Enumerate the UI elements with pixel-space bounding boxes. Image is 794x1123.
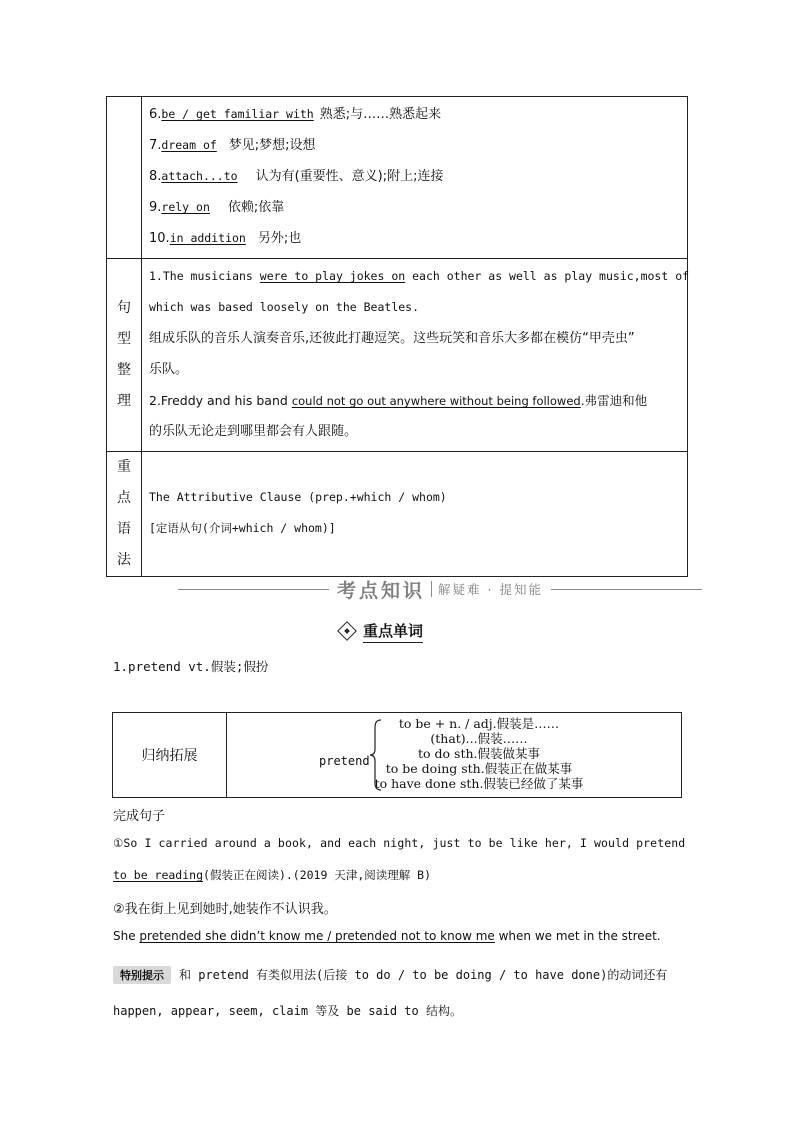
sentence-translation: 的乐队无论走到哪里都会有人跟随。	[149, 424, 358, 439]
box-label: 归纳拓展	[113, 713, 227, 797]
phrase-text: in addition	[169, 231, 246, 245]
sentence-translation: 乐队。	[149, 362, 189, 377]
exercise-q1-answer-line: to be reading(假装正在阅读).(2019 天津,阅读理解 B)	[113, 868, 432, 882]
exercise-q2-answer-line: She pretended she didn’t know me / pretended not to know me when we met in the street.	[113, 929, 661, 943]
head-word: pretend	[319, 754, 370, 768]
exercise-q1: ①So I carried around a book, and each night, just to be like her, I would pretend	[113, 836, 686, 850]
phrases-side-cell	[107, 97, 142, 259]
exercise-heading: 完成句子	[113, 809, 166, 824]
box-body	[227, 713, 681, 797]
phrase-meaning: 依赖;依靠	[227, 200, 285, 215]
answer-text: to be reading	[113, 868, 204, 882]
phrase-meaning: 另外;也	[257, 231, 302, 246]
diamond-icon	[337, 621, 357, 641]
phrase-row: 6.be / get familiar with 熟悉;与……熟悉起来	[149, 107, 442, 122]
section-subtitle: 解疑难 · 提知能	[438, 582, 543, 597]
form-item: to have done sth.假装已经做了某事	[374, 776, 584, 791]
grammar-en: The Attributive Clause (prep.+which / whom)	[149, 490, 447, 504]
subheading-text: 重点单词	[363, 620, 423, 643]
exercise-q2: ②我在街上见到她时,她装作不认识我。	[113, 902, 337, 917]
phrase-text: attach...to	[161, 169, 238, 183]
divider	[551, 589, 702, 590]
phrase-row: 7.dream of 梦见;梦想;设想	[149, 138, 316, 153]
subheading	[340, 618, 423, 644]
phrase-row: 8.attach...to 认为有(重要性、意义);附上;连接	[149, 169, 444, 184]
sentence-highlight: could not go out anywhere without being followed	[291, 394, 581, 408]
phrase-meaning: 梦见;梦想;设想	[228, 138, 316, 153]
grammar-cell	[142, 452, 688, 577]
sentence-highlight: were to play jokes on	[259, 269, 406, 283]
grammar-zh: [定语从句(介词+which / whom)]	[149, 521, 336, 535]
sentences-label: 句 型 整 理	[107, 259, 142, 452]
sentence-translation: 组成乐队的音乐人演奏音乐,还彼此打趣逗笑。这些玩笑和音乐大多都在模仿“甲壳虫”	[149, 331, 635, 346]
form-list	[374, 716, 584, 791]
form-item: (that)...假装……	[430, 731, 528, 746]
phrase-text: dream of	[161, 138, 217, 152]
induction-box	[112, 712, 682, 798]
sentence-line: which was based loosely on the Beatles.	[149, 300, 420, 314]
phrase-meaning: 熟悉;与……熟悉起来	[319, 107, 442, 122]
phrases-cell	[142, 97, 688, 259]
phrase-row: 10.in addition 另外;也	[149, 231, 302, 246]
form-item: to be + n. / adj.假装是……	[398, 716, 560, 731]
form-item: to do sth.假装做某事	[418, 746, 540, 761]
divider	[431, 581, 432, 597]
tip-line: 特别提示 和 pretend 有类似用法(后接 to do / to be doing / to have done)的动词还有	[113, 966, 667, 984]
phrase-text: be / get familiar with	[161, 107, 314, 121]
tip-line-2: happen, appear, seem, claim 等及 be said to 结构。	[113, 1004, 462, 1018]
section-title: 考点知识	[337, 579, 426, 602]
phrase-text: rely on	[161, 200, 210, 214]
answer-text: pretended she didn’t know me / pretended not to know me	[139, 929, 495, 943]
section-heading	[178, 573, 702, 605]
grammar-label: 重 点 语 法	[107, 452, 142, 577]
phrase-meaning: 认为有(重要性、意义);附上;连接	[255, 169, 444, 184]
review-table	[106, 96, 688, 577]
sentence-line: 2.Freddy and his band could not go out anywhere without being followed.弗雷迪和他	[149, 393, 648, 408]
tip-badge: 特别提示	[113, 966, 171, 984]
word-title: 1.pretend vt.假装;假扮	[113, 659, 269, 674]
sentence-line: 1.The musicians were to play jokes on each other as well as play music,most of	[149, 269, 690, 283]
sentences-cell	[142, 259, 688, 452]
phrase-row: 9.rely on 依赖;依靠	[149, 200, 285, 215]
form-item: to be doing sth.假装正在做某事	[385, 761, 573, 776]
divider	[178, 589, 329, 590]
